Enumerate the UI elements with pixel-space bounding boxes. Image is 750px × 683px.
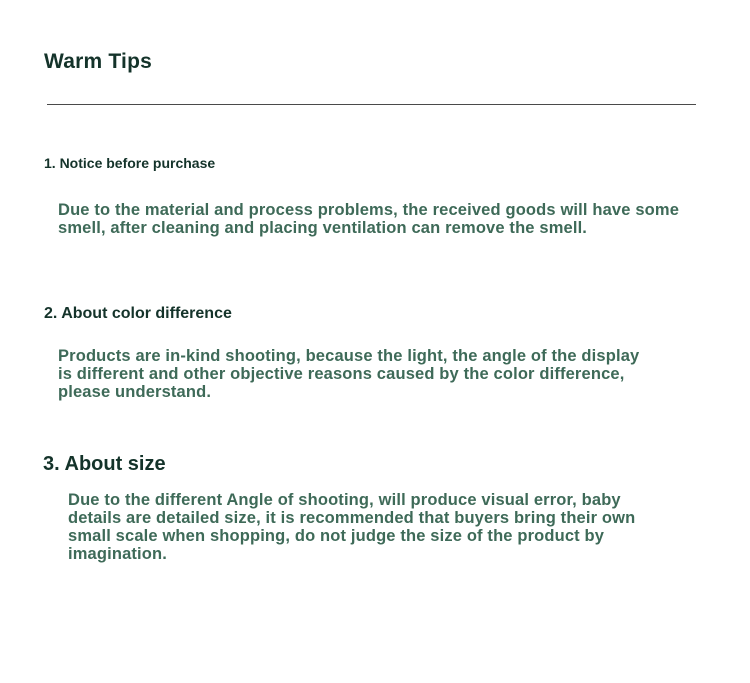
section-body-size: Due to the different Angle of shooting, will produce visual error, baby details are detailed size, it is recommended that buyers bring their own small scale when shopping, do not judge the size of the product by imagination. [68,491,636,563]
divider [47,104,696,105]
page-title: Warm Tips [44,50,152,73]
section-heading-color: 2. About color difference [44,305,232,322]
section-body-notice: Due to the material and process problems, the received goods will have some smell, after cleaning and placing ventilation can remove the smell. [58,201,680,237]
section-heading-notice: 1. Notice before purchase [44,155,216,171]
section-body-color: Products are in-kind shooting, because the light, the angle of the display is different and other objective reasons caused by the color difference, please understand. [58,347,640,401]
section-heading-size: 3. About size [43,453,166,475]
